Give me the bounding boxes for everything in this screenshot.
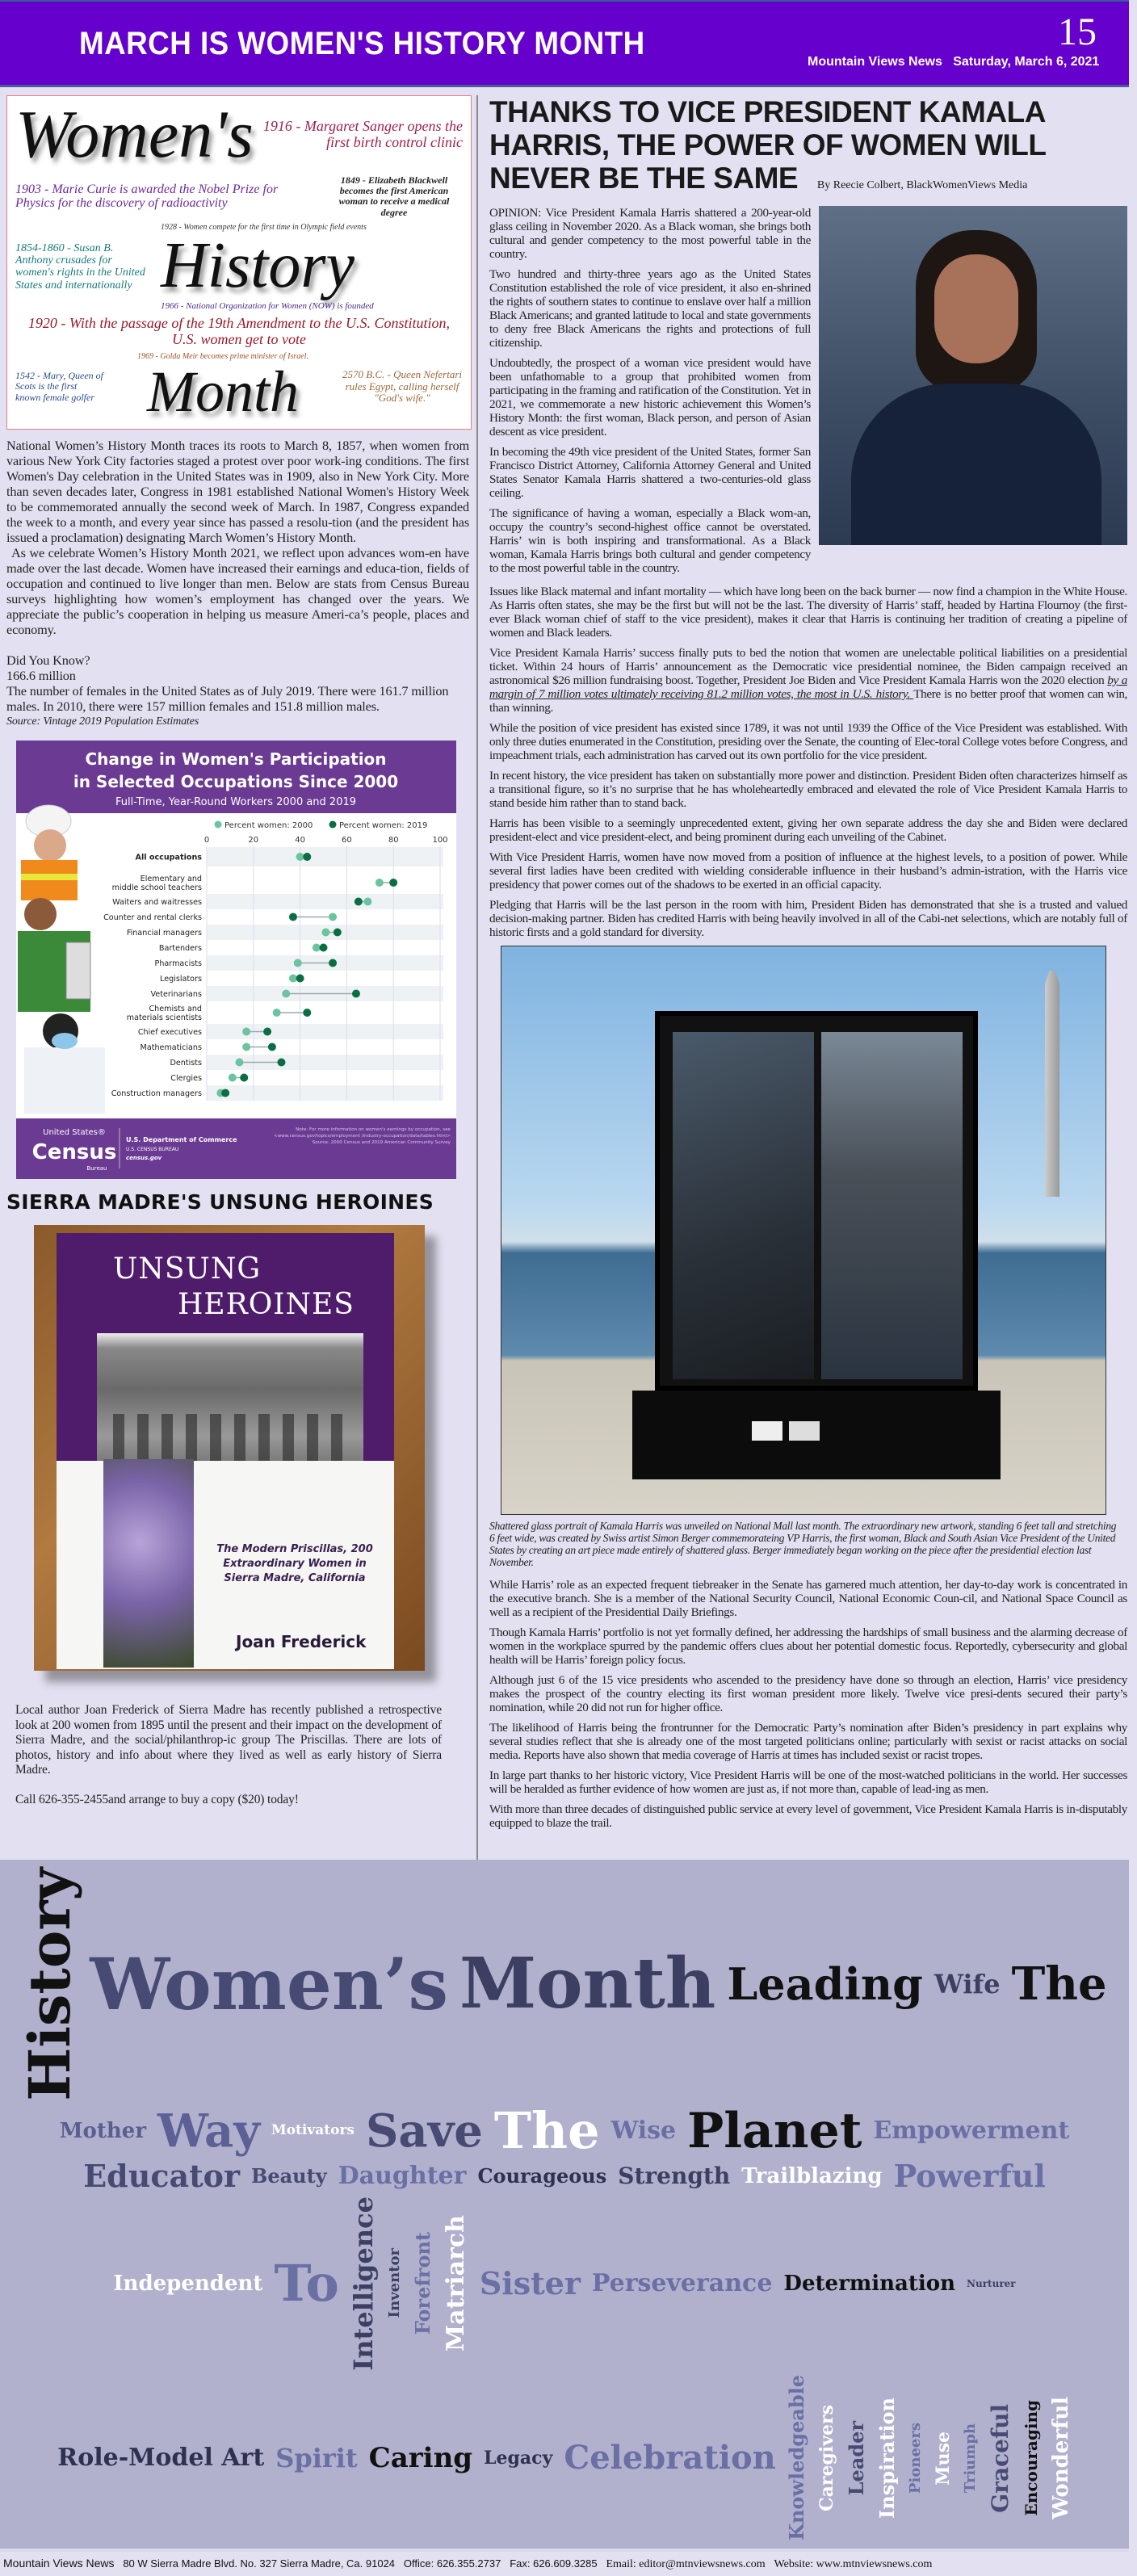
chart-source: Source: 2000 Census and 2019 American Community Survey (312, 1140, 451, 1146)
legend-label: Percent women: 2000 (224, 821, 313, 831)
article-paragraph: With more than three decades of distinguished public service at every level of government, Vice President Kamala Harris is in-disputably equipped to blaze the trail. (489, 1802, 1127, 1830)
logo-main: Census (31, 1140, 117, 1165)
chart-row (160, 975, 304, 984)
cloud-word: Perseverance (591, 2268, 773, 2297)
point-2019 (277, 1059, 285, 1067)
washington-monument (1045, 971, 1059, 1197)
cloud-word: Legacy (484, 2447, 553, 2469)
cloud-word: Wife (934, 1969, 1001, 2000)
chart-svg (16, 740, 456, 1179)
workers-illustration (18, 805, 105, 1114)
cloud-word: Knowledgeable (784, 2375, 808, 2541)
x-tick-label: 40 (295, 836, 305, 845)
point-2000 (321, 929, 329, 937)
note-meir: 1969 - Golda Meir becomes prime minister of Israel. (137, 352, 308, 362)
graphic-word-month: Month (147, 359, 299, 425)
note-curie: 1903 - Marie Curie is awarded the Nobel Prize for Physics for the discovery of radioactivity (15, 182, 279, 211)
footer-website[interactable]: Website: www.mtnviewsnews.com (774, 2558, 933, 2571)
cloud-word: Forefront (410, 2231, 434, 2335)
cloud-word: Empowerment (873, 2116, 1070, 2145)
cloud-word: Powerful (893, 2157, 1046, 2194)
point-2000 (229, 1074, 237, 1082)
point-2019 (320, 944, 328, 952)
page-number: 15 (1058, 10, 1097, 53)
harris-top-row (489, 206, 1122, 581)
article-paragraph: The likelihood of Harris being the frontrunner for the Democratic Party’s nomination after Biden’s presidency in part explains why several studies reflect that she is already one of the most targeted politicians online; particularly with sexist or racist attacks on social media. Reports have also shown that media coverage of Harris at times has included sexist or racist tropes. (489, 1721, 1127, 1762)
chart-row (170, 1074, 248, 1084)
point-2000 (296, 853, 304, 861)
footer-office: Office: 626.355.2737 (403, 2557, 501, 2570)
point-2019 (355, 898, 363, 906)
cloud-word: Educator (83, 2157, 241, 2194)
did-you-know: Did You Know? (6, 652, 90, 669)
footer-email[interactable]: Email: editor@mtnviewsnews.com (606, 2558, 766, 2571)
page-columns (0, 87, 1129, 1860)
census-site: census.gov (126, 1155, 162, 1162)
chart-title-line1: Change in Women's Participation (85, 749, 387, 770)
article-paragraph: Two hundred and thirty-three years ago as the United States Constitution established the role of vice president, it also en-shrined the rights of southern states to continue to enslave over half a million Black Americans; and granted latitude to local and state governments to deny free Black Americans the rights and protections of full citizenship. (489, 267, 811, 350)
chart-legend (215, 821, 428, 831)
category-label: Legislators (160, 975, 202, 984)
cloud-word: The (1011, 1957, 1107, 2012)
photo-caption: Shattered glass portrait of Kamala Harris was unveiled on National Mall last month. The extraordinary new artwork, standing 6 feet tall and stretching 6 feet wide, was created by Swiss artist Simon Berger commemorateing VP Harris, the first woman, Black and South Asian Vice President of the United States by creating an art piece made entirely of shattered glass. Berger immediately began working on the piece after the presidential election last November. (489, 1520, 1117, 1568)
cloud-word: Wonderful (1048, 2397, 1073, 2519)
article-paragraph: Undoubtedly, the prospect of a woman vice president would have been unfathomable to a group that prohibited women from participating in the framing and ratification of the Constitution. Yet in 2021, we commemorate a new historic achievement this Women’s History Month: the first woman, Black person, and person of Asian descent as vice president. (489, 356, 811, 438)
logo-sub: Bureau (86, 1165, 107, 1173)
cloud-word: Inspiration (875, 2397, 899, 2519)
category-label: Clergies (170, 1074, 202, 1084)
cover-wisteria-photo (103, 1459, 194, 1668)
harris-narrow-column (489, 206, 811, 581)
point-2019 (334, 929, 342, 937)
x-tick-label: 80 (388, 836, 399, 845)
womens-history-graphic (6, 95, 472, 430)
right-column (478, 95, 1129, 1852)
cloud-word: Independent (113, 2271, 263, 2296)
sierra-article (15, 1703, 442, 1807)
point-2000 (294, 959, 302, 967)
page-footer (0, 2552, 1129, 2576)
masthead-line (808, 55, 1099, 69)
sierra-heading: SIERRA MADRE'S UNSUNG HEROINES (6, 1190, 434, 1215)
cloud-word: Celebration (564, 2438, 776, 2477)
cloud-word: Beauty (251, 2163, 327, 2188)
stat-text: The number of females in the United States as of July 2019. There were 161.7 million males. In 2010, there were 157 million females and 151.8 million males. (6, 683, 449, 715)
cloud-word: Leading (727, 1958, 923, 2011)
cloud-word: Trailblazing (741, 2163, 883, 2188)
legend-label: Percent women: 2019 (339, 821, 428, 831)
whm-paragraph: As we celebrate Women’s History Month 2021, we reflect upon advances wom-en have made over the last decade. Women have increased their earnings and educa-tion, fields of occupation and continued to live longer than men. Below are stats from Census Bureau surveys highlighting how women’s employment has changed over the years. We appreciate the public’s cooperation in helping us measure Ameri-ca’s people, places and economy. (6, 545, 469, 638)
category-label: Waiters and waitresses (112, 898, 202, 908)
footer-paper: Mountain Views News (3, 2557, 115, 2570)
cloud-word: Muse (932, 2431, 954, 2486)
chart-subtitle: Full-Time, Year-Round Workers 2000 and 2019 (115, 796, 357, 809)
x-tick-label: 0 (203, 836, 210, 845)
article-paragraph: Issues like Black maternal and infant mortality — which have long been on the back burner — now find a champion in the White House. As Harris often states, she may be the first but will not be the last. The diversity of Harris’ staff, headed by Hartina Flournoy (the first-ever Black woman chief of staff to the vice president), makes it clear that Harris is continuing her tradition of creating a pipeline of women and Black leaders. (489, 585, 1127, 640)
point-2000 (363, 898, 371, 906)
cloud-word: To (274, 2253, 339, 2313)
sierra-call: Call 626-355-2455and arrange to buy a copy ($20) today! (15, 1792, 299, 1806)
article-paragraph: Harris has been visible to a seemingly unprecedented extent, giving her own separate address the day she and Biden were declared president-elect and vice president-elect, and being prominent during each unveiling of the Cabinet. (489, 816, 1127, 844)
paper-name: Mountain Views News (808, 55, 942, 69)
category-label: Pharmacists (154, 959, 202, 969)
cloud-word: Role-Model Art (57, 2443, 265, 2472)
shattered-glass-portrait-photo (501, 946, 1106, 1515)
point-2019 (329, 959, 337, 967)
point-2019 (221, 1089, 229, 1097)
note-blackwell: 1849 - Elizabeth Blackwell becomes the first American woman to receive a medical degree (338, 174, 450, 218)
note-now: 1966 - National Organization for Women (NOW) is founded (161, 300, 374, 311)
article-paragraph: In recent history, the vice president has taken on substantially more power and distinction. President Biden often characterizes himself as a transitional figure, so it’s no surprise that he has wholeheartedly embraced and elevated the role of Vice President Kamala Harris to stand beside him rather than to stand back. (489, 769, 1127, 810)
point-2000 (376, 879, 384, 887)
section-title: MARCH IS WOMEN'S HISTORY MONTH (79, 26, 645, 61)
cloud-word: Save (365, 2104, 483, 2158)
point-2019 (268, 1043, 276, 1051)
cloud-word: Caring (368, 2441, 473, 2474)
category-label: Construction managers (111, 1089, 202, 1099)
cloud-word: Women’s (90, 1942, 448, 2027)
harris-wide-column (489, 585, 1127, 939)
note-nefertari: 2570 B.C. - Queen Nefertari rules Egypt, calling herself "God's wife." (342, 368, 463, 405)
book-cover (57, 1233, 394, 1669)
category-label: Chief executives (137, 1028, 202, 1038)
row-band (207, 1024, 443, 1039)
footer-address: 80 W Sierra Madre Blvd. No. 327 Sierra Madre, Ca. 91024 (123, 2557, 396, 2570)
legend-marker (215, 821, 222, 829)
article-paragraph: While Harris’ role as an expected frequent tiebreaker in the Senate has garnered much attention, her day-to-day work is concentrated in the executive branch. She is a member of the National Security Council, National Economic Coun-cil, and National Space Council as well as a recipient of the Presidential Daily Briefings. (489, 1578, 1127, 1619)
category-label: Chemists and (149, 1005, 202, 1014)
cloud-word: The (493, 2100, 600, 2160)
logo-top: United States® (43, 1128, 106, 1138)
point-2019 (289, 913, 297, 921)
point-2019 (303, 853, 311, 861)
x-tick-label: 20 (248, 836, 259, 845)
x-tick-label: 60 (342, 836, 352, 845)
category-label: materials scientists (126, 1013, 202, 1023)
cloud-word: Triumph (961, 2423, 979, 2493)
point-2019 (303, 1009, 311, 1017)
paragraph-text: Vice President Kamala Harris’ success finally puts to bed the notion that women are unelectable political liabilities on a presidential ticket. Within 24 hours of Harris’ announcement as the Democratic vice presidential nominee, the Biden campaign received an astronomical $26 million fundraising boost. Together, President Joe Biden and Vice President Kamala Harris won the 2020 election (489, 646, 1127, 687)
votes-link[interactable]: by a margin of 7 million votes ultimately receiving 81.2 million votes, the most in U.S. history. (489, 673, 1128, 701)
article-paragraph: With Vice President Harris, women have now moved from a position of influence at the highest levels, to a position of power. While several first ladies have been credited with wielding considerable influence in their husband’s admin-istration, with the Harris vice presidency that power comes out of the shadows to be exerted in an official capacity. (489, 850, 1127, 892)
chart-row (103, 913, 337, 923)
point-2019 (352, 990, 360, 998)
harris-headline (489, 95, 1119, 195)
cloud-word: Matriarch (441, 2215, 470, 2352)
note-19th-amendment: 1920 - With the passage of the 19th Amendment to the U.S. Constitution, U.S. women get to vote (27, 314, 451, 347)
category-label: Elementary and (140, 875, 202, 884)
cloud-word: Nurturer (967, 2277, 1016, 2289)
note-sanger: 1916 - Margaret Sanger opens the first birth control clinic (262, 118, 463, 150)
occupation-chart (16, 740, 456, 1179)
article-paragraph: Pledging that Harris will be the last person in the room with him, President Biden has demonstrated that she is a trusted and valued decision-making partner. Biden has credited Harris with being heavily involved in all of the Cabi-net selections, which are notably full of historic firsts and a gold standard for diversity. (489, 898, 1127, 939)
row-band (207, 847, 443, 866)
category-label: Financial managers (126, 929, 202, 938)
cloud-word: Intelligence (347, 2196, 379, 2371)
cloud-word: Caregivers (816, 2404, 837, 2511)
dept-name: U.S. Department of Commerce (126, 1136, 237, 1144)
left-column (0, 95, 478, 1860)
kamala-harris-portrait (819, 206, 1127, 545)
cloud-word: Graceful (986, 2403, 1013, 2513)
cloud-word: Daughter (338, 2161, 467, 2190)
glass-artwork-frame (655, 1011, 978, 1391)
chart-title-line2: in Selected Occupations Since 2000 (73, 772, 399, 792)
cloud-word: Mother (59, 2118, 147, 2143)
article-paragraph (489, 646, 1127, 715)
category-label: Counter and rental clerks (103, 913, 202, 923)
cloud-word: Spirit (275, 2442, 358, 2473)
cloud-word: Motivators (271, 2122, 355, 2139)
stat-source: Source: Vintage 2019 Population Estimates (6, 715, 199, 728)
point-2019 (263, 1028, 271, 1036)
graphic-word-womens: Women's (15, 97, 254, 172)
graphic-word-history: History (161, 229, 355, 301)
paragraph-text: There is no better proof that women can win, than winning. (489, 687, 1128, 715)
legend-marker (329, 821, 337, 829)
cloud-word: Leader (844, 2420, 868, 2496)
cloud-word: Determination (783, 2271, 956, 2296)
category-label: middle school teachers (111, 883, 202, 893)
cover-author: Joan Frederick (236, 1632, 367, 1652)
point-2000 (242, 1028, 250, 1036)
cloud-word: Wise (610, 2116, 677, 2145)
article-paragraph: In large part thanks to her historic victory, Vice President Harris will be one of the most-watched politicians in the world. Her successes will be heralded as further evidence of how women are just as, if not more than, capable of lead-ing as men. (489, 1768, 1127, 1796)
x-tick-label: 100 (432, 836, 448, 845)
word-cloud (0, 1860, 1129, 2552)
cloud-word: Encouraging (1021, 2400, 1041, 2516)
whm-article (6, 438, 469, 729)
bureau-name: U.S. CENSUS BUREAU (126, 1147, 179, 1153)
category-label: Bartenders (158, 944, 202, 954)
cover-title-1: UNSUNG (113, 1252, 262, 1286)
category-label: Dentists (170, 1059, 202, 1068)
page-header (0, 0, 1129, 87)
point-2000 (313, 944, 321, 952)
chart-note: Note: For more information on women's earnings by occupation, see <www.census.gov/topics/employment /industry-occupation/data/tables.html> (273, 1127, 451, 1139)
cover-subtitle: The Modern Priscillas, 200 Extraordinary Women in Sierra Madre, California (216, 1543, 373, 1585)
row-band (207, 894, 443, 909)
headline-text: THANKS TO VICE PRESIDENT KAMALA HARRIS, THE POWER OF WOMEN WILL NEVER BE THE SAME (489, 95, 1046, 195)
note-mary: 1542 - Mary, Queen of Scots is the first known female golfer (15, 370, 103, 403)
article-paragraph: Though Kamala Harris’ portfolio is not yet formally defined, her addressing the hardships of small business and the alarming decrease of women in the workplace spurred by the pandemic offers clues about her potential domestic focus. Reportedly, cybersecurity and global health will be Harris’ foreign policy focus. (489, 1626, 1127, 1667)
category-label: Mathematicians (140, 1043, 202, 1053)
chart-row (159, 944, 328, 954)
row-band (207, 1085, 443, 1101)
chart-row (112, 875, 398, 892)
issue-date: Saturday, March 6, 2021 (953, 55, 1100, 69)
article-paragraph: In becoming the 49th vice president of the United States, former San Francisco District Attorney, California Attorney General and United States Senator Kamala Harris shattered a two-centuries-old glass ceiling. (489, 445, 811, 500)
cover-title-2: HEROINES (178, 1288, 355, 1322)
cloud-word: Strength (618, 2162, 731, 2189)
category-label: Veterinarians (150, 990, 202, 1000)
chart-row (141, 1043, 276, 1053)
point-2000 (329, 913, 337, 921)
footer-fax: Fax: 626.609.3285 (510, 2557, 598, 2570)
point-2000 (235, 1059, 243, 1067)
point-2000 (273, 1009, 281, 1017)
point-2019 (296, 975, 304, 983)
stat-value: 166.6 million (6, 668, 76, 684)
cloud-word: Inventor (385, 2248, 403, 2318)
cloud-word: History (16, 1868, 84, 2101)
point-2019 (240, 1074, 248, 1082)
cloud-word: Sister (479, 2264, 581, 2301)
cloud-word: Planet (687, 2102, 862, 2159)
cloud-word: Courageous (477, 2163, 607, 2188)
category-label: All occupations (135, 853, 202, 862)
book-cover-photo (34, 1225, 425, 1671)
article-paragraph: The significance of having a woman, especially a Black wom-an, occupy the country’s second-highest office cannot be overstated. Harris’ win is both inspiring and transformational. As a Black woman, Kamala Harris brings both cultural and gender competency to the most powerful table in the country. (489, 506, 811, 575)
cloud-word: Month (459, 1943, 716, 2025)
point-2000 (282, 990, 290, 998)
point-2019 (389, 879, 397, 887)
byline: By Reecie Colbert, BlackWomenViews Media (816, 179, 1028, 191)
article-paragraph: While the position of vice president has existed since 1789, it was not until 1939 the Office of the Vice President was established. With only three duties enumerated in the Constitution, presiding over the Senate, the counting of Elec-toral College votes before Congress, and impeachment trials, each administration has carved out its own portfolio for the vice president. (489, 721, 1127, 762)
article-paragraph: OPINION: Vice President Kamala Harris shattered a 200-year-old glass ceiling in November 2020. As a Black woman, she brings both cultural and gender competency to the most powerful table in the country. (489, 206, 811, 261)
chart-row (127, 1005, 311, 1022)
cloud-word: Pioneers (906, 2422, 924, 2494)
point-2000 (242, 1043, 250, 1051)
harris-after-photo (489, 1578, 1127, 1830)
note-olympics: 1928 - Women compete for the first time in Olympic field events (161, 222, 367, 232)
whm-paragraph: National Women’s History Month traces its roots to March 8, 1857, when women from various New York City factories staged a protest over poor work-ing conditions. The first Women's Day celebration in the United States was in 1909, also in New York City. More than seven decades later, Congress in 1981 established National Women's History Week to be commemorated annually the second week of March. In 1987, Congress expanded the week to a month, and every year since has passed a resolu-tion (and the president has issued a proclamation) designating March Women’s History Month. (6, 438, 469, 546)
cloud-word: Way (157, 2104, 260, 2158)
note-anthony: 1854-1860 - Susan B. Anthony crusades for women's rights in the United States and internationally (15, 241, 145, 292)
article-paragraph: Although just 6 of the 15 vice presidents who ascended to the presidency have done so through an election, Harris’ vice presidency makes the prospect of the country electing its first woman president more likely. Twelve vice presi-dents secured their party’s nomination, while 20 did not run for higher office. (489, 1673, 1127, 1714)
point-2000 (289, 975, 297, 983)
sierra-body: Local author Joan Frederick of Sierra Madre has recently published a retrospective look at 200 women from 1895 until the present and their impact on the development of Sierra Madre, and the social/philanthrop-ic group The Priscillas. There are lots of photos, history and info about where they lived as well as early history of Sierra Madre. (15, 1703, 442, 1777)
